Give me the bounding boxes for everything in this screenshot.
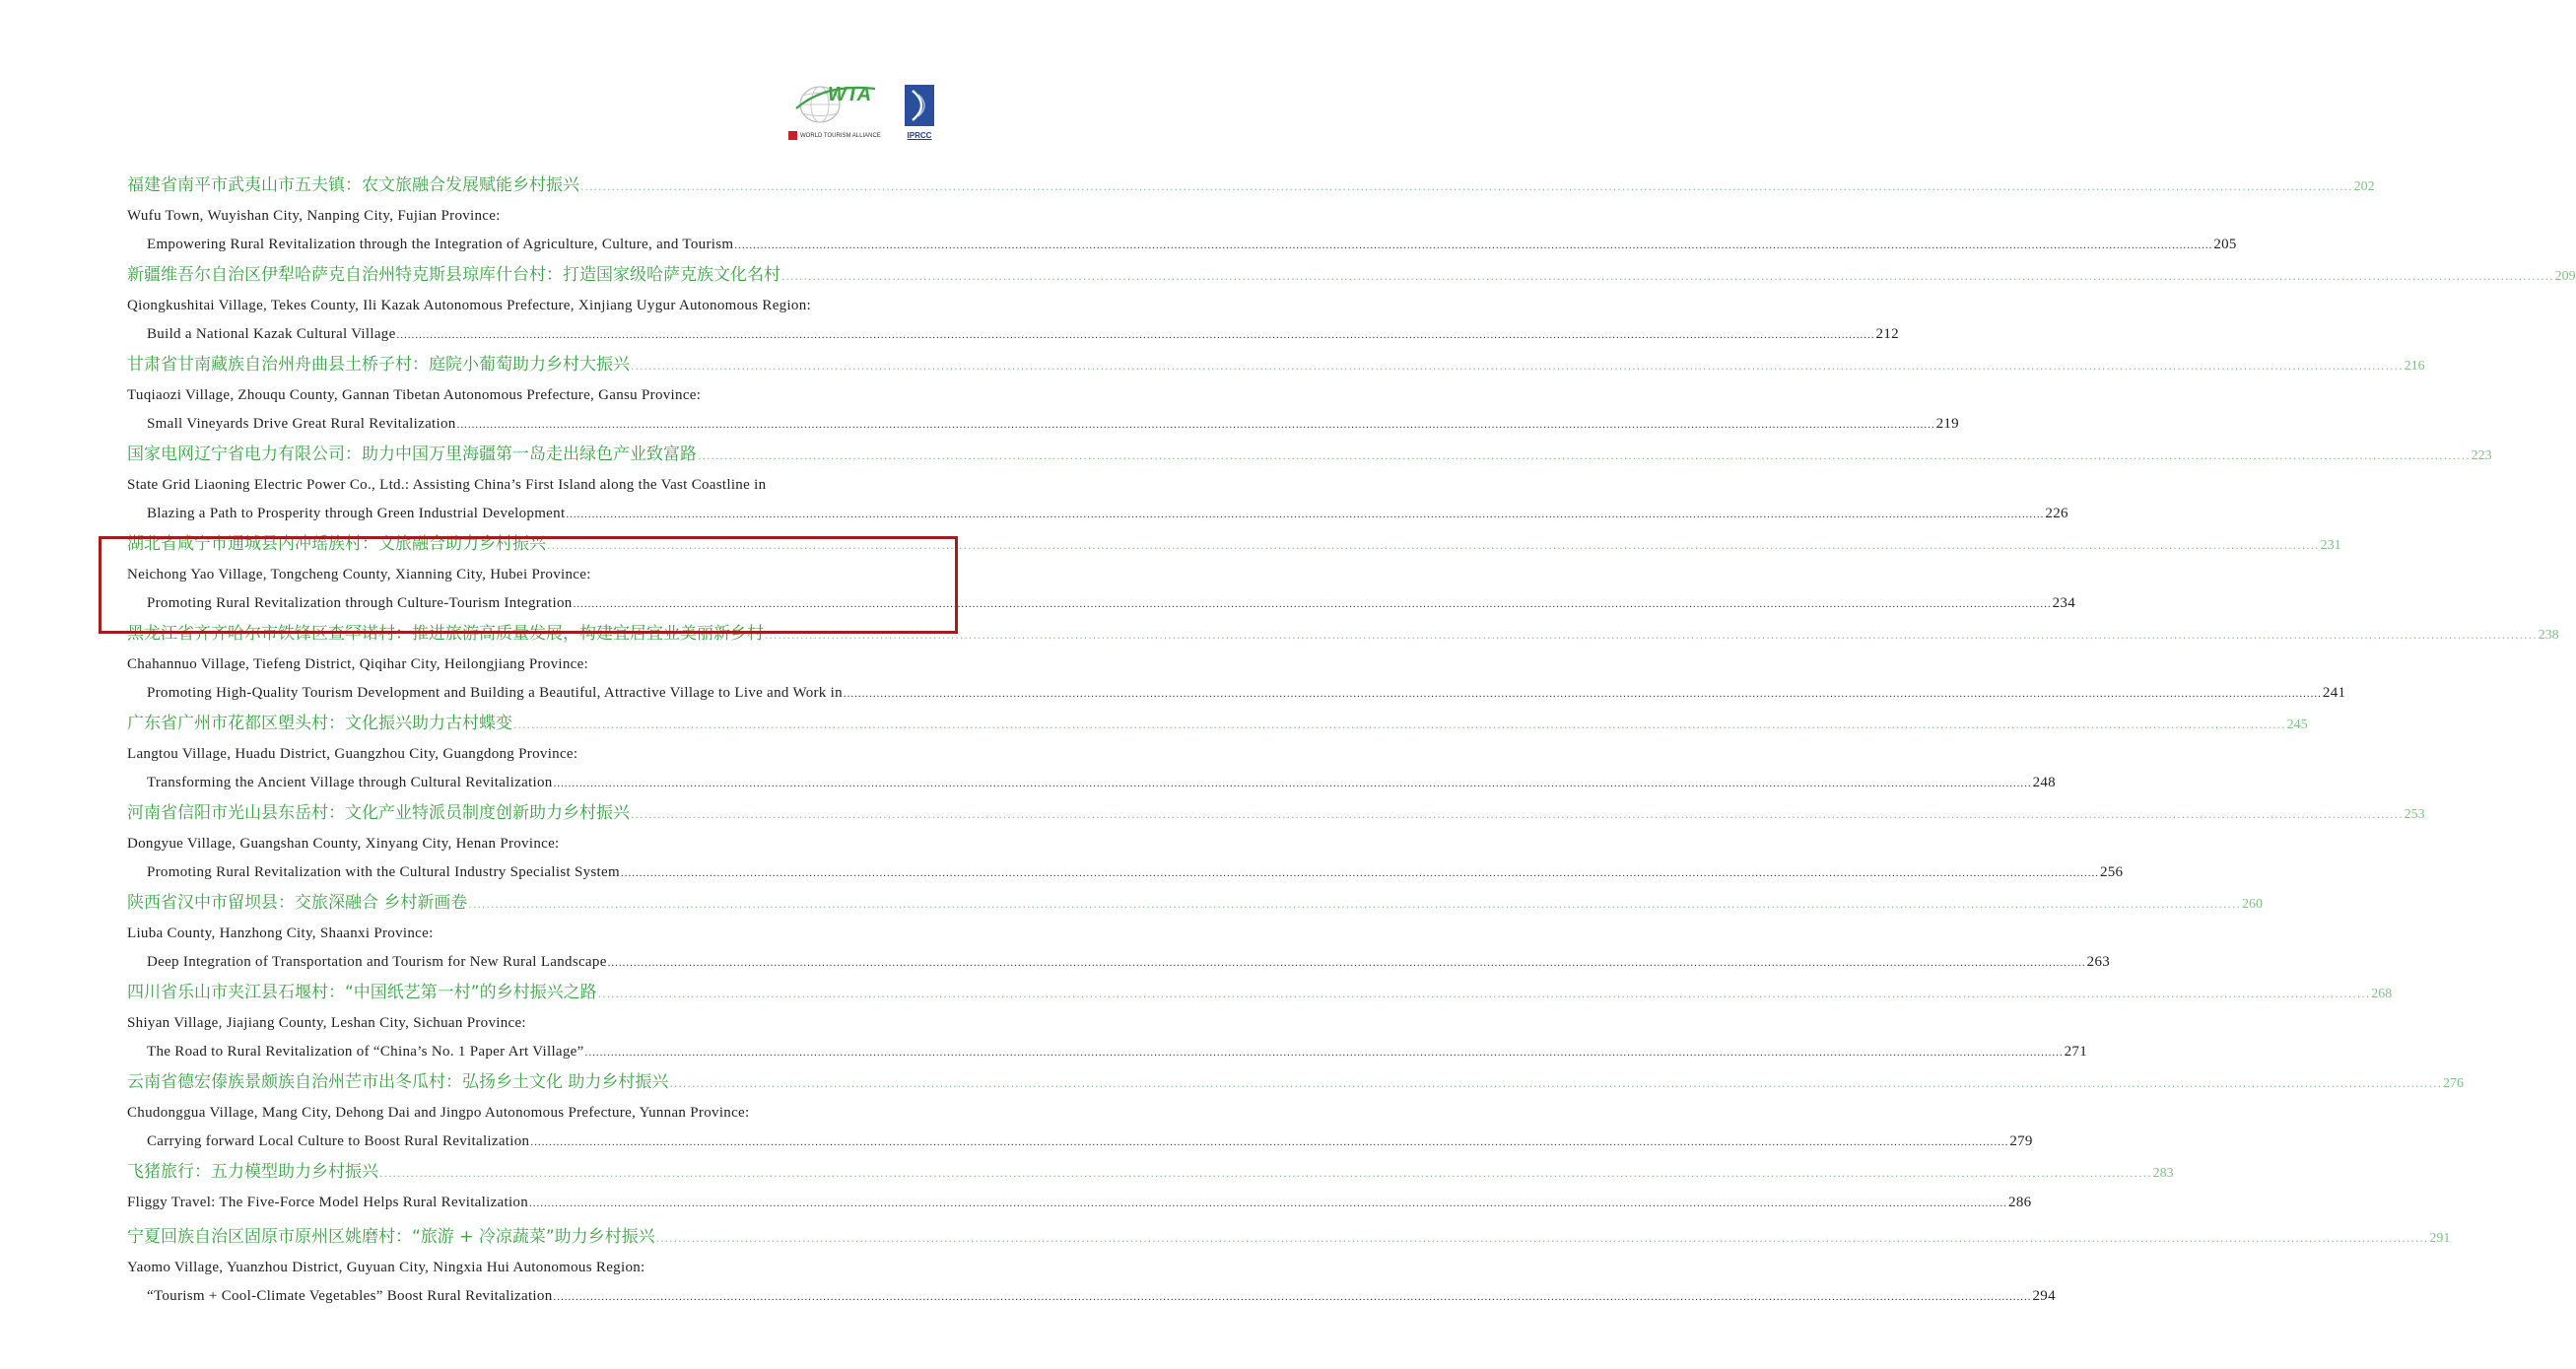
toc-cn-title: 四川省乐山市夹江县石堰村：“中国纸艺第一村”的乡村振兴之路: [127, 983, 597, 1002]
dot-leader: ................................................................................................................................................................................................................................................................................................................................................................................................................: [396, 329, 1875, 341]
svg-text:WTA: WTA: [828, 84, 872, 105]
toc-en-subtitle: Wufu Town, Wuyishan City, Nanping City, Fujian Province:: [127, 208, 501, 224]
dot-leader: ................................................................................................................................................................................................................................................................................................................................................................................................................: [631, 360, 2404, 373]
toc-cn-page: 283: [2152, 1166, 2174, 1181]
wta-logo: [786, 79, 881, 140]
toc-en-title: Empowering Rural Revitalization through the Integration of Agriculture, Culture, and Tourism: [147, 237, 734, 252]
toc-cn-row[interactable]: [127, 349, 2425, 380]
toc-en-subtitle-row: [127, 919, 935, 948]
toc-en-subtitle-row: [127, 201, 935, 231]
dot-leader: ................................................................................................................................................................................................................................................................................................................................................................................................................: [580, 180, 2353, 193]
toc-cn-title: 飞猪旅行：五力模型助力乡村振兴: [127, 1162, 378, 1182]
toc-en-subtitle: Chudonggua Village, Mang City, Dehong Dai and Jingpo Autonomous Prefecture, Yunnan Province:: [127, 1105, 750, 1121]
dot-leader: ................................................................................................................................................................................................................................................................................................................................................................................................................: [566, 509, 2045, 520]
dot-leader: ................................................................................................................................................................................................................................................................................................................................................................................................................: [530, 1136, 2009, 1148]
toc-cn-page: 202: [2353, 179, 2375, 194]
toc-en-title: Deep Integration of Transportation and Tourism for New Rural Landscape: [147, 954, 607, 970]
toc-entry: [127, 170, 2375, 259]
toc-en-page: 256: [2099, 864, 2124, 880]
toc-en-title-row[interactable]: [127, 1038, 2087, 1066]
dot-leader: ................................................................................................................................................................................................................................................................................................................................................................................................................: [607, 957, 2086, 969]
toc-cn-page: 238: [2538, 628, 2559, 643]
toc-cn-page: 231: [2320, 538, 2341, 553]
dot-leader: ................................................................................................................................................................................................................................................................................................................................................................................................................: [529, 1198, 2008, 1209]
toc-en-subtitle: Liuba County, Hanzhong City, Shaanxi Province:: [127, 925, 434, 941]
dot-leader: ................................................................................................................................................................................................................................................................................................................................................................................................................: [620, 867, 2099, 879]
header-logos: [786, 79, 936, 140]
toc-cn-row[interactable]: [127, 887, 2264, 919]
dot-leader: ................................................................................................................................................................................................................................................................................................................................................................................................................: [698, 449, 2471, 462]
toc-en-title-row[interactable]: [127, 231, 2237, 259]
toc-cn-title: 湖北省咸宁市通城县内冲瑶族村：文旅融合助力乡村振兴: [127, 534, 546, 554]
toc-en-page: 271: [2064, 1044, 2087, 1060]
dot-leader: ................................................................................................................................................................................................................................................................................................................................................................................................................: [734, 240, 2213, 251]
toc-entry: [127, 887, 2264, 977]
toc-en-title: Transforming the Ancient Village through Cultural Revitalization: [147, 775, 553, 790]
toc-cn-title: 河南省信阳市光山县东岳村：文化产业特派员制度创新助力乡村振兴: [127, 803, 630, 823]
toc-cn-title: 云南省德宏傣族景颇族自治州芒市出冬瓜村：弘扬乡土文化 助力乡村振兴: [127, 1072, 669, 1092]
toc-en-page: 205: [2213, 237, 2237, 252]
toc-en-subtitle-row: [127, 650, 935, 679]
toc-en-page: 234: [2052, 595, 2076, 611]
toc-cn-row[interactable]: [127, 1066, 2465, 1098]
toc-en-title: Small Vineyards Drive Great Rural Revitalization: [147, 416, 456, 432]
toc-en-page: 226: [2045, 506, 2068, 521]
toc-en-subtitle-row: [127, 1253, 935, 1282]
toc-en-title: Build a National Kazak Cultural Village: [147, 326, 396, 342]
toc-cn-page: 268: [2371, 987, 2393, 1001]
toc-cn-row[interactable]: [127, 1156, 2174, 1188]
dot-leader: ................................................................................................................................................................................................................................................................................................................................................................................................................: [547, 539, 2320, 552]
toc-en-page: 294: [2032, 1288, 2056, 1304]
iprcc-caption: IPRCC: [907, 131, 932, 140]
toc-en-page: 241: [2322, 685, 2346, 701]
dot-leader: ................................................................................................................................................................................................................................................................................................................................................................................................................: [468, 898, 2242, 911]
globe-icon: [786, 79, 881, 130]
dot-leader: ................................................................................................................................................................................................................................................................................................................................................................................................................: [631, 808, 2404, 821]
toc-en-page: 263: [2086, 954, 2111, 970]
toc-entry: [127, 977, 2393, 1066]
dot-leader: ................................................................................................................................................................................................................................................................................................................................................................................................................: [669, 1077, 2443, 1090]
wta-caption: WORLD TOURISM ALLIANCE: [800, 132, 881, 139]
toc-en-title-row[interactable]: [127, 679, 2346, 708]
toc-cn-title: 甘肃省甘南藏族自治州舟曲县土桥子村：庭院小葡萄助力乡村大振兴: [127, 355, 630, 375]
toc-en-title-row[interactable]: [127, 948, 2111, 977]
toc-en-title: Blazing a Path to Prosperity through Green Industrial Development: [147, 506, 566, 521]
toc-entry: [127, 797, 2425, 887]
dot-leader: ................................................................................................................................................................................................................................................................................................................................................................................................................: [553, 778, 2032, 789]
toc-en-title-row[interactable]: [127, 500, 2068, 528]
toc-en-subtitle: Langtou Village, Huadu District, Guangzhou City, Guangdong Province:: [127, 746, 578, 762]
toc-en-subtitle: Chahannuo Village, Tiefeng District, Qiqihar City, Heilongjiang Province:: [127, 656, 589, 672]
toc-en-title: Promoting Rural Revitalization through Culture-Tourism Integration: [147, 595, 573, 611]
toc-cn-title: 新疆维吾尔自治区伊犁哈萨克自治州特克斯县琼库什台村：打造国家级哈萨克族文化名村: [127, 265, 780, 285]
toc-cn-row[interactable]: [127, 797, 2425, 829]
toc-en-page: 286: [2008, 1195, 2032, 1210]
toc-en-subtitle-row: [127, 470, 935, 500]
toc-en-subtitle: Shiyan Village, Jiajiang County, Leshan City, Sichuan Province:: [127, 1015, 526, 1031]
table-of-contents: [127, 170, 2576, 1311]
toc-en-title-row[interactable]: [127, 1282, 2056, 1311]
toc-cn-row[interactable]: [127, 1221, 2451, 1253]
toc-en-title-row[interactable]: [127, 1188, 2032, 1217]
toc-cn-page: 209: [2554, 269, 2576, 284]
toc-en-subtitle-row: [127, 1008, 935, 1038]
toc-cn-title: 黑龙江省齐齐哈尔市铁锋区查罕诺村：推进旅游高质量发展，构建宜居宜业美丽新乡村: [127, 624, 764, 644]
toc-en-subtitle-row: [127, 829, 935, 858]
toc-en-title-row[interactable]: [127, 858, 2124, 887]
toc-en-subtitle: Neichong Yao Village, Tongcheng County, Xianning City, Hubei Province:: [127, 567, 591, 582]
toc-en-title: Fliggy Travel: The Five-Force Model Helps Rural Revitalization: [127, 1195, 529, 1210]
toc-cn-page: 276: [2443, 1076, 2465, 1091]
dot-leader: ................................................................................................................................................................................................................................................................................................................................................................................................................: [655, 1232, 2429, 1245]
toc-entry: [127, 708, 2308, 797]
iprcc-logo: [903, 83, 936, 140]
toc-cn-row[interactable]: [127, 977, 2393, 1008]
toc-en-title: Carrying forward Local Culture to Boost Rural Revitalization: [147, 1133, 530, 1149]
toc-en-title: “Tourism + Cool-Climate Vegetables” Boost Rural Revitalization: [147, 1288, 553, 1304]
toc-en-title-row[interactable]: [127, 769, 2056, 797]
toc-entry: [127, 1066, 2465, 1156]
dot-leader: ................................................................................................................................................................................................................................................................................................................................................................................................................: [513, 719, 2286, 731]
toc-cn-page: 223: [2471, 448, 2492, 463]
toc-en-subtitle: Tuqiaozi Village, Zhouqu County, Gannan Tibetan Autonomous Prefecture, Gansu Province:: [127, 387, 702, 403]
toc-en-title-row[interactable]: [127, 320, 1899, 349]
toc-entry: [127, 1156, 2174, 1221]
toc-en-title-row[interactable]: [127, 1128, 2033, 1156]
toc-en-subtitle: Dongyue Village, Guangshan County, Xinyang City, Henan Province:: [127, 836, 560, 852]
dot-leader: ................................................................................................................................................................................................................................................................................................................................................................................................................: [765, 629, 2538, 642]
toc-cn-row[interactable]: [127, 170, 2375, 201]
dot-leader: ................................................................................................................................................................................................................................................................................................................................................................................................................: [781, 270, 2554, 283]
toc-en-page: 219: [1935, 416, 1959, 432]
dot-leader: ................................................................................................................................................................................................................................................................................................................................................................................................................: [843, 688, 2322, 700]
toc-cn-page: 260: [2242, 897, 2264, 912]
toc-cn-page: 245: [2286, 718, 2308, 732]
toc-en-title: Promoting High-Quality Tourism Development and Building a Beautiful, Attractive Village to Live and Work in: [147, 685, 843, 701]
toc-entry: [127, 349, 2425, 439]
toc-cn-page: 253: [2404, 807, 2425, 822]
toc-cn-row[interactable]: [127, 708, 2308, 739]
iprcc-emblem-icon: [903, 83, 936, 128]
dot-leader: ................................................................................................................................................................................................................................................................................................................................................................................................................: [553, 1291, 2032, 1303]
toc-entry: [127, 439, 2492, 528]
toc-cn-row[interactable]: [127, 259, 2576, 291]
dot-leader: ................................................................................................................................................................................................................................................................................................................................................................................................................: [573, 598, 2052, 610]
toc-cn-title: 广东省广州市花都区塱头村：文化振兴助力古村蝶变: [127, 714, 512, 733]
toc-en-subtitle: Yaomo Village, Yuanzhou District, Guyuan City, Ningxia Hui Autonomous Region:: [127, 1260, 645, 1275]
dot-leader: ................................................................................................................................................................................................................................................................................................................................................................................................................: [584, 1047, 2064, 1059]
dot-leader: ................................................................................................................................................................................................................................................................................................................................................................................................................: [456, 419, 1935, 431]
toc-cn-page: 291: [2429, 1231, 2451, 1246]
toc-en-title-row[interactable]: [127, 410, 1959, 439]
toc-en-subtitle-row: [127, 1098, 935, 1128]
toc-en-page: 279: [2009, 1133, 2033, 1149]
toc-cn-page: 216: [2404, 359, 2425, 374]
toc-cn-title: 福建省南平市武夷山市五夫镇：农文旅融合发展赋能乡村振兴: [127, 175, 579, 195]
toc-cn-title: 陕西省汉中市留坝县：交旅深融合 乡村新画卷: [127, 893, 468, 913]
highlight-box: [99, 536, 958, 634]
dot-leader: ................................................................................................................................................................................................................................................................................................................................................................................................................: [597, 988, 2371, 1000]
toc-cn-title: 宁夏回族自治区固原市原州区姚磨村：“旅游 + 冷凉蔬菜”助力乡村振兴: [127, 1227, 655, 1247]
toc-en-subtitle-row: [127, 739, 935, 769]
toc-en-page: 248: [2032, 775, 2056, 790]
toc-en-subtitle-row: [127, 291, 935, 320]
wta-red-mark: [788, 131, 797, 140]
toc-entry: [127, 259, 2576, 349]
toc-entry: [127, 1221, 2451, 1311]
toc-en-subtitle: State Grid Liaoning Electric Power Co., Ltd.: Assisting China’s First Island along the Vast Coastline in: [127, 477, 767, 493]
dot-leader: ................................................................................................................................................................................................................................................................................................................................................................................................................: [379, 1167, 2152, 1180]
toc-en-title: Promoting Rural Revitalization with the Cultural Industry Specialist System: [147, 864, 620, 880]
toc-en-title: The Road to Rural Revitalization of “China’s No. 1 Paper Art Village”: [147, 1044, 584, 1060]
toc-cn-title: 国家电网辽宁省电力有限公司：助力中国万里海疆第一岛走出绿色产业致富路: [127, 445, 697, 464]
toc-en-subtitle: Qiongkushitai Village, Tekes County, Ili Kazak Autonomous Prefecture, Xinjiang Uygur Autonomous Region:: [127, 298, 812, 313]
toc-en-subtitle-row: [127, 380, 935, 410]
toc-cn-row[interactable]: [127, 439, 2492, 470]
toc-en-page: 212: [1875, 326, 1899, 342]
